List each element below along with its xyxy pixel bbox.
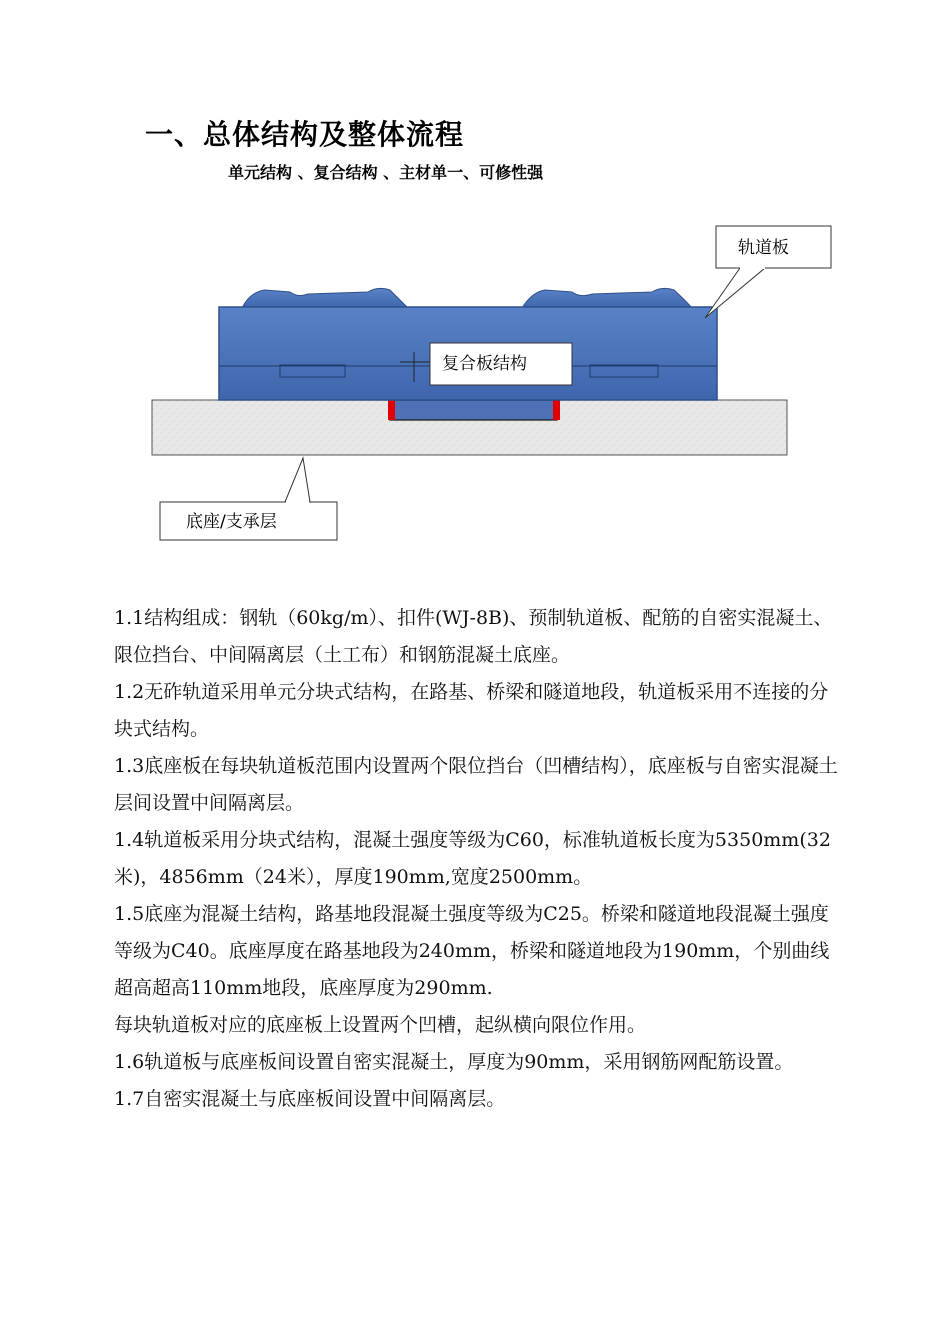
section-subheading: 单元结构 、复合结构 、主材单一、可修性强 bbox=[228, 163, 544, 182]
track-structure-diagram bbox=[140, 220, 840, 560]
base-groove bbox=[390, 400, 557, 420]
callout-label-composite: 复合板结构 bbox=[442, 354, 527, 374]
paragraph-1-4: 1.4轨道板采用分块式结构，混凝土强度等级为C60，标准轨道板长度为5350mm(32米)，4856mm（24米），厚度190mm,宽度2500mm。 bbox=[114, 829, 831, 888]
rail-seat-right bbox=[522, 288, 692, 308]
paragraph-1-5: 1.5底座为混凝土结构，路基地段混凝土强度等级为C25。桥梁和隧道地段混凝土强度等级为C40。底座厚度在路基地段为240mm，桥梁和隧道地段为190mm，个别曲线超高超高110mm地段，底座厚度为290mm. bbox=[114, 903, 830, 999]
limit-block-left bbox=[388, 400, 395, 420]
paragraph-1-7: 1.7自密实混凝土与底座板间设置中间隔离层。 bbox=[114, 1088, 506, 1110]
callout-label-track-slab: 轨道板 bbox=[738, 238, 789, 258]
body-text bbox=[114, 600, 838, 1118]
paragraph-note: 每块轨道板对应的底座板上设置两个凹槽，起纵横向限位作用。 bbox=[114, 1014, 647, 1036]
section-heading: 一、总体结构及整体流程 bbox=[145, 118, 465, 151]
rail-seat-left bbox=[242, 288, 408, 308]
paragraph-1-6: 1.6轨道板与底座板间设置自密实混凝土，厚度为90mm，采用钢筋网配筋设置。 bbox=[114, 1051, 794, 1073]
callout-pointer-base bbox=[285, 458, 310, 502]
paragraph-1-3: 1.3底座板在每块轨道板范围内设置两个限位挡台（凹槽结构），底座板与自密实混凝土层间设置中间隔离层。 bbox=[114, 755, 838, 814]
callout-pointer-track-slab bbox=[705, 268, 765, 318]
callout-label-base: 底座/支承层 bbox=[186, 512, 277, 532]
paragraph-1-2: 1.2无砟轨道采用单元分块式结构，在路基、桥梁和隧道地段，轨道板采用不连接的分块式结构。 bbox=[114, 681, 829, 740]
paragraph-1-1: 1.1结构组成：钢轨（60kg/m）、扣件(WJ-8B)、预制轨道板、配筋的自密实混凝土、限位挡台、中间隔离层（土工布）和钢筋混凝土底座。 bbox=[114, 607, 833, 666]
limit-block-right bbox=[553, 400, 560, 420]
